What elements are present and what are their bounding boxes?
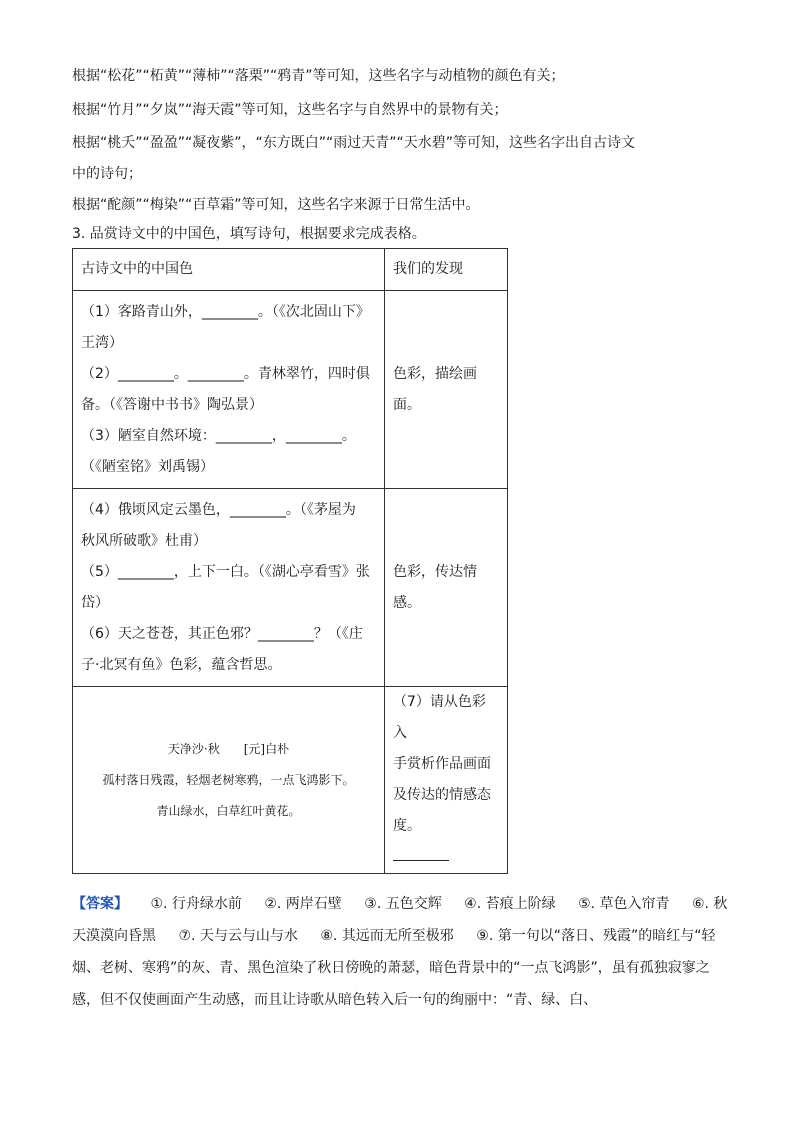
group2-finding-line-1: 色彩，传达情 <box>393 563 477 580</box>
question-table <box>72 248 508 874</box>
group1-finding-line-1: 色彩，描绘画 <box>393 365 477 382</box>
intro-line-1: 根据“松花”“柘黄”“薄柿”“落栗”“鸦青”等可知，这些名字与动植物的颜色有关； <box>72 68 565 84</box>
answer-item-6: ⑥. 秋天漠漠向昏黑 <box>72 896 728 944</box>
group2-line-2: 秋风所破歌》杜甫） <box>81 532 207 549</box>
poem-title-line: 天净沙·秋 [元]白朴 <box>167 741 290 756</box>
answer-blank <box>393 842 499 873</box>
group3-finding-line-4: 度。 <box>393 818 421 834</box>
answer-item-1: ①. 行舟绿水前 <box>150 896 242 912</box>
intro-line-2: 根据“竹月”“夕岚”“海天霞”等可知，这些名字与自然界中的景物有关； <box>72 102 508 118</box>
group3-finding-cell <box>385 687 508 874</box>
group1-line-4: 备。（《答谢中书书》陶弘景） <box>81 396 263 413</box>
answer-item-2: ②. 两岸石壁 <box>264 896 342 912</box>
answer-item-7: ⑦. 天与云与山与水 <box>178 928 298 944</box>
group1-line-6: （《陋室铭》刘禹锡） <box>81 458 214 475</box>
poem-line-2: 青山绿水，白草红叶黄花。 <box>156 803 301 818</box>
table-header-left: 古诗文中的中国色 <box>73 249 385 291</box>
poem-line-1: 孤村落日残霞，轻烟老树寒鸦，一点飞鸿影下。 <box>102 772 355 787</box>
group1-line-5: （3）陋室自然环境：________，________。 <box>81 427 356 444</box>
answer-block <box>72 888 732 1016</box>
group1-line-3: （2）________。________。青林翠竹，四时俱 <box>81 365 370 382</box>
group3-finding-line-2: 手赏析作品画面 <box>393 756 491 772</box>
group2-line-4: 岱） <box>81 594 109 611</box>
group2-finding-cell <box>385 489 508 687</box>
question-title: 3. 品赏诗文中的中国色，填写诗句，根据要求完成表格。 <box>72 226 426 242</box>
group1-line-1: （1）客路青山外，________。（《次北固山下》 <box>81 303 370 320</box>
group1-line-2: 王湾） <box>81 334 123 351</box>
group3-cell <box>73 687 385 874</box>
group2-cell <box>73 489 385 687</box>
group2-line-5: （6）天之苍苍，其正色邪？________？（《庄 <box>81 625 363 642</box>
group2-line-6: 子·北冥有鱼》色彩，蕴含哲思。 <box>81 656 282 673</box>
group1-cell <box>73 291 385 489</box>
intro-line-5: 根据“酡颜”“梅染”“百草霜”等可知，这些名字来源于日常生活中。 <box>72 197 480 213</box>
group1-finding-cell <box>385 291 508 489</box>
group2-finding-line-2: 感。 <box>393 594 421 611</box>
group1-finding-line-2: 面。 <box>393 396 421 413</box>
group2-line-3: （5）________，上下一白。（《湖心亭看雪》张 <box>81 563 370 580</box>
answer-item-8: ⑧. 其远而无所至极邪 <box>320 928 454 944</box>
intro-line-4: 中的诗句； <box>72 166 142 182</box>
table-header-right: 我们的发现 <box>385 249 508 291</box>
group3-finding-line-1: （7）请从色彩入 <box>393 694 486 741</box>
answer-item-9: ⑨. 第一句以“落日、残霞”的暗红与“轻烟、老树、寒鸦”的灰、青、黑色渲染了秋日傍晚的萧瑟，暗色背景中的“一点飞鸿影”，虽有孤独寂寥之感，但不仅使画面产生动感，而且让诗歌从暗色转入后一句的绚丽中：“青、绿、白、 <box>72 928 716 1008</box>
intro-line-3: 根据“桃夭”“盈盈”“凝夜紫”，“东方既白”“雨过天青”“天水碧”等可知，这些名字出自古诗文 <box>72 135 636 151</box>
answer-item-4: ④. 苔痕上阶绿 <box>464 896 556 912</box>
group3-finding-line-3: 及传达的情感态 <box>393 787 491 803</box>
answer-tag: 【答案】 <box>72 896 128 912</box>
answer-item-3: ③. 五色交辉 <box>364 896 442 912</box>
group2-line-1: （4）俄顷风定云墨色，________。（《茅屋为 <box>81 501 356 518</box>
answer-item-5: ⑤. 草色入帘青 <box>578 896 670 912</box>
